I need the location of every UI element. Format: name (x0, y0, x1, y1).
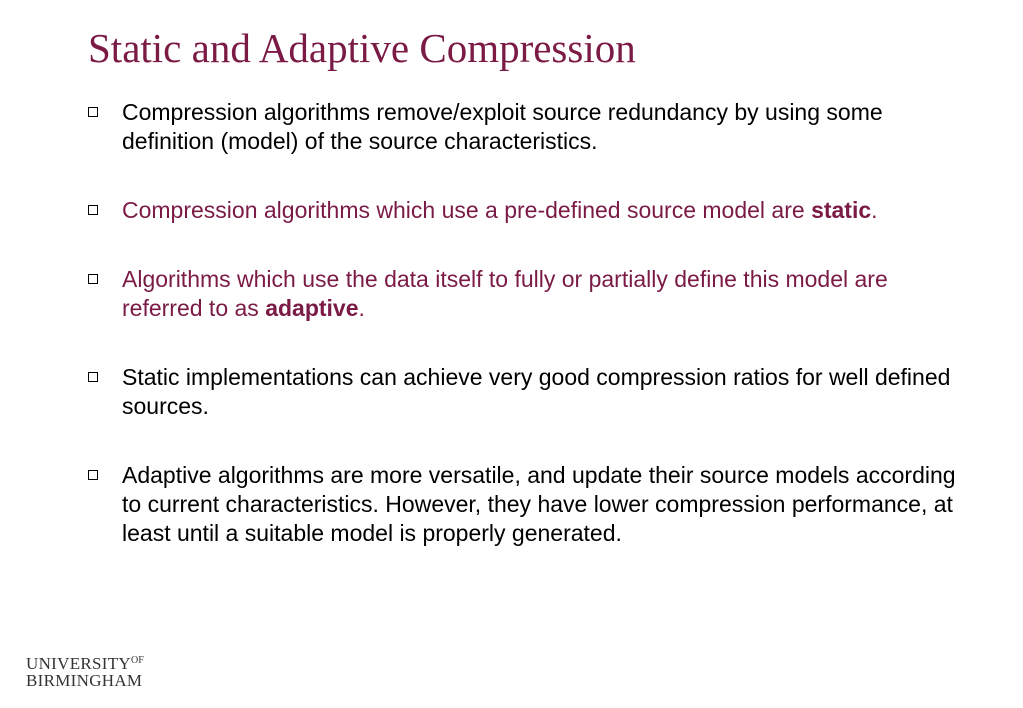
square-bullet-icon (88, 205, 98, 215)
bullet-text-end: . (871, 197, 878, 223)
bullet-item-1 (88, 98, 968, 156)
logo-of: OF (131, 655, 144, 666)
bullet-item-2 (88, 196, 968, 225)
bullet-item-4 (88, 363, 968, 421)
bullet-emphasis: static (811, 197, 872, 223)
bullet-item-5 (88, 461, 968, 548)
bullet-item-3 (88, 265, 968, 323)
bullet-list (88, 98, 968, 548)
square-bullet-icon (88, 470, 98, 480)
logo-line-2: BIRMINGHAM (26, 671, 143, 690)
bullet-emphasis: adaptive (265, 295, 359, 321)
square-bullet-icon (88, 274, 98, 284)
slide-title: Static and Adaptive Compression (88, 25, 636, 71)
bullet-text: Algorithms which use the data itself to fully or partially define this model are referred to as (122, 266, 888, 321)
bullet-text: Compression algorithms which use a pre-defined source model are (122, 197, 812, 223)
square-bullet-icon (88, 107, 98, 117)
bullet-text: Static implementations can achieve very good compression ratios for well defined sources. (122, 364, 951, 419)
logo-line-1: $UNIVERSITY^{OF}$ (26, 654, 144, 673)
square-bullet-icon (88, 372, 98, 382)
university-logo (26, 652, 144, 689)
bullet-text-end: . (358, 295, 365, 321)
bullet-text: Compression algorithms remove/exploit source redundancy by using some definition (model) of the source characteristics. (122, 99, 883, 154)
bullet-text: Adaptive algorithms are more versatile, and update their source models according to current characteristics. However, they have lower compression performance, at least until a suitable model is properly generated. (122, 462, 956, 546)
